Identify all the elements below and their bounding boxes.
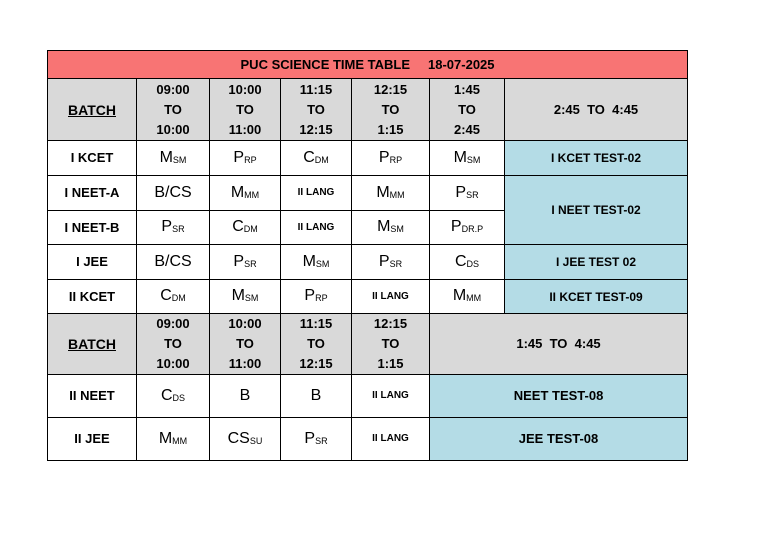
slot-header-5: 1:45 TO 2:45 — [430, 79, 505, 141]
subject-cell: $M_{SM}$ — [352, 211, 430, 245]
table-row — [48, 176, 688, 211]
subject-cell: $P_{RP}$ — [210, 141, 281, 176]
subject-cell: $M_{MM}$ — [210, 176, 281, 211]
subject-cell: $P_{SR}$ — [210, 245, 281, 280]
subject-cell: II LANG — [352, 280, 430, 314]
subject-cell: $P_{SR}$ — [430, 176, 505, 211]
slot-header-4: 12:15 TO 1:15 — [352, 79, 430, 141]
subject-cell: II LANG — [281, 176, 352, 211]
table-row — [48, 245, 688, 280]
slot-header-3: 11:15 TO 12:15 — [281, 314, 352, 375]
slot-header-test: 1:45 TO 4:45 — [430, 314, 688, 375]
subject-cell: $M_{SM}$ — [281, 245, 352, 280]
subject-cell: B — [281, 375, 352, 418]
slot-header-2: 10:00 TO 11:00 — [210, 79, 281, 141]
batch-name: I JEE — [48, 245, 137, 280]
subject-cell: $M_{SM}$ — [430, 141, 505, 176]
test-cell: JEE TEST-08 — [430, 418, 688, 461]
subject-cell: II LANG — [352, 418, 430, 461]
subject-cell: $C_{DM}$ — [137, 280, 210, 314]
batch-header: BATCH — [48, 314, 137, 375]
batch-name: II KCET — [48, 280, 137, 314]
batch-name: I NEET-B — [48, 211, 137, 245]
test-cell: NEET TEST-08 — [430, 375, 688, 418]
timetable-title: PUC SCIENCE TIME TABLE — [240, 56, 411, 72]
test-cell: I KCET TEST-02 — [505, 141, 688, 176]
subject-cell: $M_{MM}$ — [137, 418, 210, 461]
subject-cell: II LANG — [281, 211, 352, 245]
table-row — [48, 280, 688, 314]
batch-name: II NEET — [48, 375, 137, 418]
subject-cell: $P_{DR.P}$ — [430, 211, 505, 245]
batch-name: I NEET-A — [48, 176, 137, 211]
slot-header-1: 09:00 TO 10:00 — [137, 314, 210, 375]
subject-cell: $M_{SM}$ — [137, 141, 210, 176]
subject-cell: $M_{SM}$ — [210, 280, 281, 314]
slot-header-4: 12:15 TO 1:15 — [352, 314, 430, 375]
subject-cell: $M_{MM}$ — [352, 176, 430, 211]
slot-header-3: 11:15 TO 12:15 — [281, 79, 352, 141]
slot-header-test: 2:45 TO 4:45 — [505, 79, 688, 141]
slot-header-1: 09:00 TO 10:00 — [137, 79, 210, 141]
timetable-date: 18-07-2025 — [428, 56, 495, 72]
timetable — [47, 50, 688, 461]
subject-cell: II LANG — [352, 375, 430, 418]
subject-cell: $P_{RP}$ — [281, 280, 352, 314]
slot-header-2: 10:00 TO 11:00 — [210, 314, 281, 375]
subject-cell: B — [210, 375, 281, 418]
table-row — [48, 141, 688, 176]
subject-cell: $P_{SR}$ — [137, 211, 210, 245]
subject-cell: $C_{DS}$ — [430, 245, 505, 280]
subject-cell: B/CS — [137, 245, 210, 280]
batch-name: I KCET — [48, 141, 137, 176]
test-cell: II KCET TEST-09 — [505, 280, 688, 314]
subject-cell: $C_{DS}$ — [137, 375, 210, 418]
table-row — [48, 418, 688, 461]
batch-name: II JEE — [48, 418, 137, 461]
test-cell: I JEE TEST 02 — [505, 245, 688, 280]
subject-cell: $P_{RP}$ — [352, 141, 430, 176]
subject-cell: $CS_{SU}$ — [210, 418, 281, 461]
subject-cell: $P_{SR}$ — [281, 418, 352, 461]
table-row — [48, 375, 688, 418]
subject-cell: $P_{SR}$ — [352, 245, 430, 280]
subject-cell: $C_{DM}$ — [210, 211, 281, 245]
batch-header: BATCH — [48, 79, 137, 141]
test-cell: I NEET TEST-02 — [505, 176, 688, 245]
subject-cell: $M_{MM}$ — [430, 280, 505, 314]
subject-cell: $C_{DM}$ — [281, 141, 352, 176]
subject-cell: B/CS — [137, 176, 210, 211]
timetable-title-cell — [48, 51, 688, 79]
